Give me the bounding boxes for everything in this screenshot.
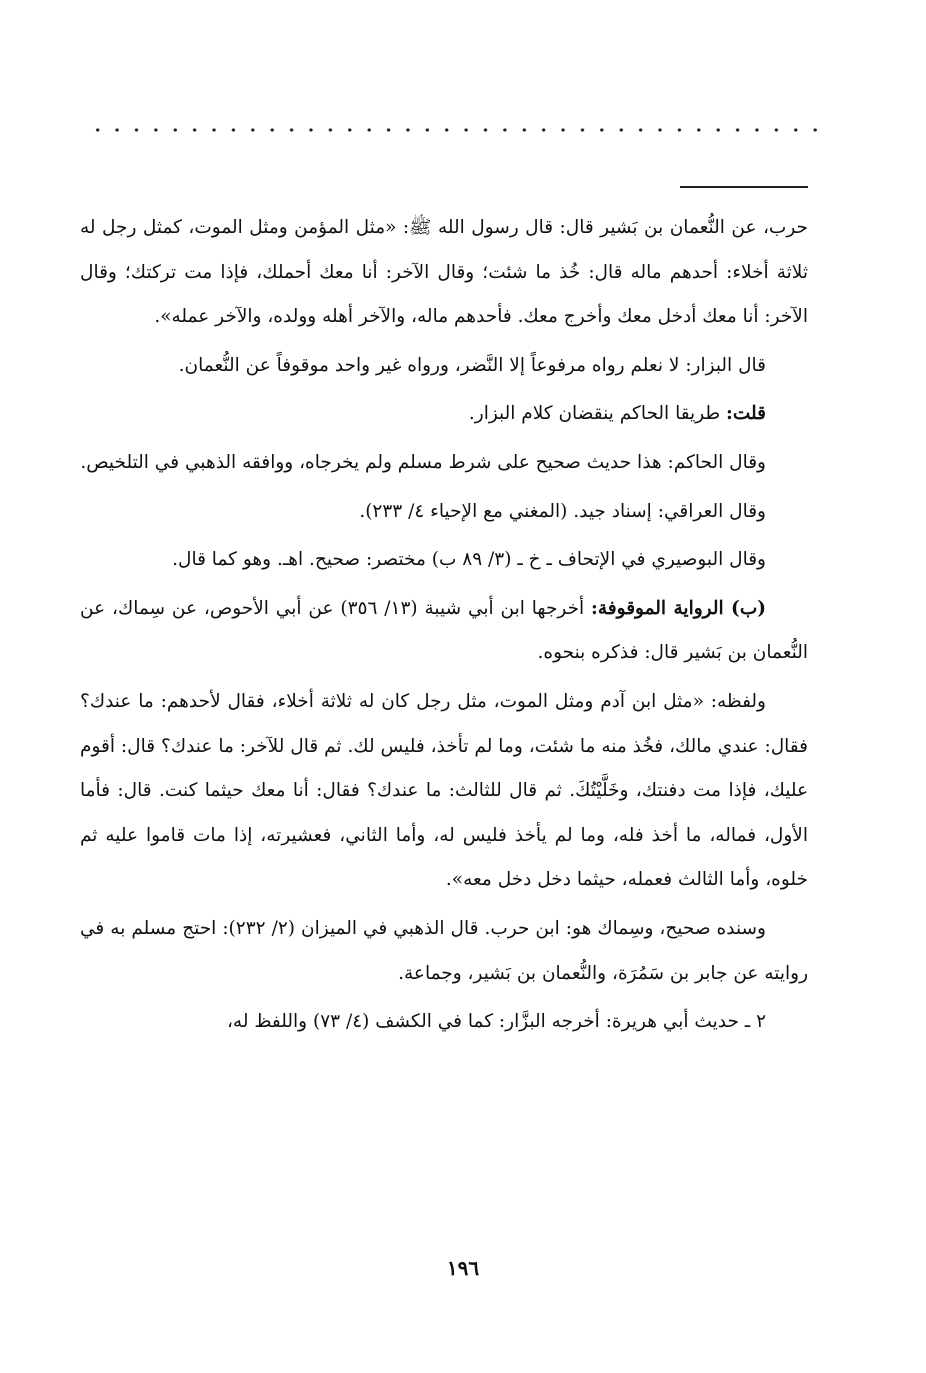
footnote-text	[80, 206, 808, 1049]
paragraph: وقال البوصيري في الإتحاف ـ خ ـ (٣/ ٨٩ ب) مختصر: صحيح. اهـ. وهو كما قال.	[172, 549, 766, 571]
paragraph: قال البزار: لا نعلم رواه مرفوعاً إلا النَّضر، ورواه غير واحد موقوفاً عن النُّعمان.	[178, 354, 766, 376]
page-number: ١٩٦	[446, 1256, 480, 1280]
paragraph: (ب) الرواية الموقوفة: أخرجها ابن أبي شيبة (١٣/ ٣٥٦) عن أبي الأحوص، عن سِماك، عن النُّعمان بن بَشير قال: فذكره بنحوه.	[80, 597, 808, 664]
paragraph: قلت: طريقا الحاكم ينقضان كلام البزار.	[468, 403, 766, 425]
paragraph: حرب، عن النُّعمان بن بَشير قال: قال رسول الله ﷺ: «مثل المؤمن ومثل الموت، كمثل رجل له ثلاثة أخلاء: أحدهم ماله قال: خُذ ما شئت؛ وقال الآخر: أنا معك أحملك، فإذا مت تركتك؛ وقال الآخر: أنا معك أدخل معك وأخرج معك. فأحدهم ماله، والآخر أهله وولده، والآخر عمله».	[80, 217, 808, 328]
paragraph: ٢ ـ حديث أبي هريرة: أخرجه البزَّار: كما في الكشف (٤/ ٧٣) واللفظ له،	[226, 1011, 766, 1033]
paragraph: وقال العراقي: إسناد جيد. (المغني مع الإحياء ٤/ ٢٣٣).	[359, 500, 766, 522]
paragraph-lead: (ب) الرواية الموقوفة:	[591, 597, 766, 619]
footnote-rule	[680, 186, 808, 188]
dotted-separator	[88, 126, 820, 134]
paragraph: وقال الحاكم: هذا حديث صحيح على شرط مسلم ولم يخرجاه، ووافقه الذهبي في التلخيص.	[80, 451, 766, 473]
paragraph-lead: قلت:	[726, 403, 766, 425]
paragraph: ولفظه: «مثل ابن آدم ومثل الموت، مثل رجل كان له ثلاثة أخلاء، فقال لأحدهم: ما عندك؟ فقال: عندي مالك، فخُذ منه ما شئت، وما لم تأخذ، فليس لك. ثم قال للآخر: ما عندك؟ قال: أقوم عليك، فإذا مت دفنتك، وخَلَّيْتُكَ. ثم قال للثالث: ما عندك؟ فقال: أنا معك حيثما كنت. قال: فأما الأول، فماله، ما أخذ فله، وما لم يأخذ فليس له، وأما الثاني، فعشيرته، إذا مات قاموا عليه ثم خلوه، وأما الثالث فعمله، حيثما دخل دخل معه».	[80, 690, 808, 891]
paragraph: وسنده صحيح، وسِماك هو: ابن حرب. قال الذهبي في الميزان (٢/ ٢٣٢): احتج مسلم به في روايته عن جابر بن سَمُرَة، والنُّعمان بن بَشير، وجماعة.	[80, 917, 808, 984]
